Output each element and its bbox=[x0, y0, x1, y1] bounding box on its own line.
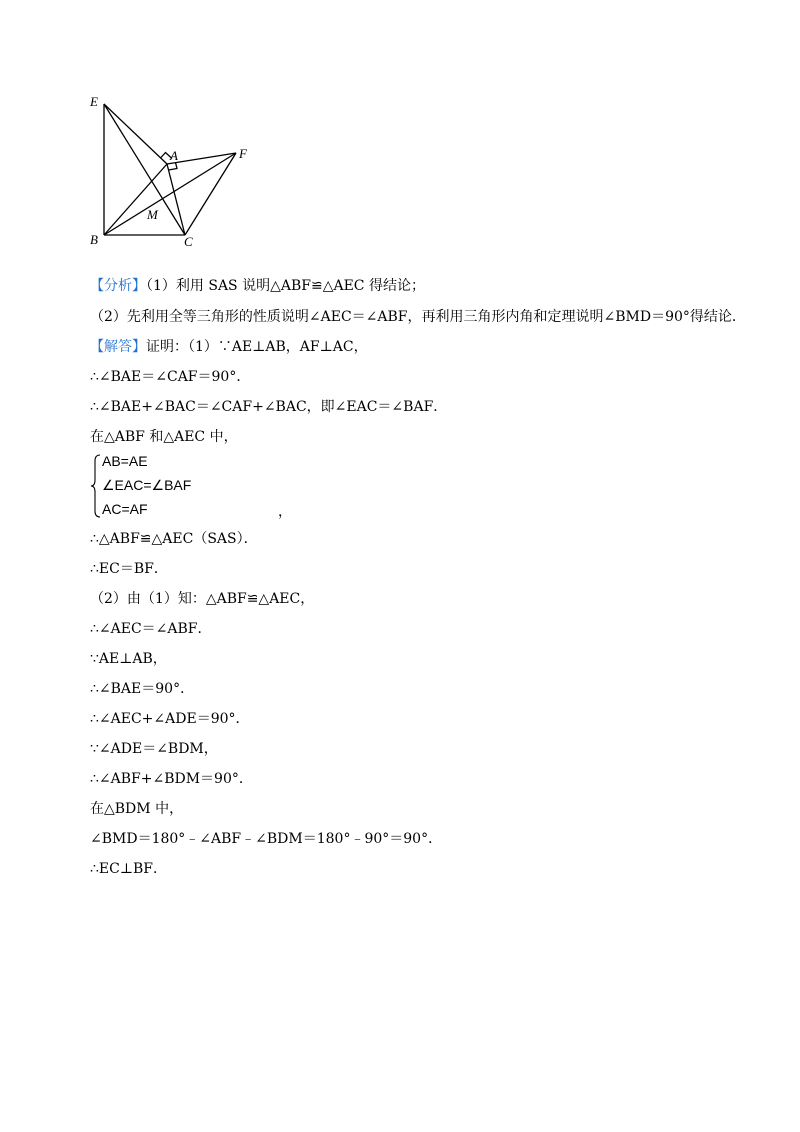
analysis-line-1 bbox=[90, 277, 425, 295]
system-eq-2: ∠EAC=∠BAF bbox=[102, 477, 192, 493]
label-m: M bbox=[147, 207, 158, 222]
solution-line-9: ∴∠BAE＝90°． bbox=[90, 681, 195, 697]
solution-line-6: （2）由（1）知：△ABF≌△AEC， bbox=[90, 591, 315, 607]
triangle-diagram bbox=[84, 86, 268, 254]
geometry-figure bbox=[84, 86, 268, 254]
segment-ab bbox=[104, 164, 167, 235]
analysis-tag: 【分析】 bbox=[90, 278, 146, 294]
system-eq-3: AC=AF bbox=[102, 501, 148, 517]
solution-text-0: 证明：（1）∵AE⊥AB，AF⊥AC， bbox=[146, 339, 368, 355]
solution-line-1: ∴∠BAE＝∠CAF＝90°． bbox=[90, 369, 251, 385]
label-b: B bbox=[90, 232, 98, 247]
system-eq-1: AB=AE bbox=[102, 453, 148, 469]
solution-line-13: 在△BDM 中， bbox=[90, 801, 184, 817]
solution-line-12: ∴∠ABF+∠BDM＝90°． bbox=[90, 771, 253, 787]
solution-line-14: ∠BMD＝180°﹣∠ABF﹣∠BDM＝180°﹣90°＝90°． bbox=[90, 831, 443, 847]
solution-line-8: ∵AE⊥AB， bbox=[90, 651, 167, 667]
label-e: E bbox=[90, 94, 98, 109]
solution-line-10: ∴∠AEC+∠ADE＝90°． bbox=[90, 711, 250, 727]
segment-cf bbox=[185, 153, 236, 235]
left-brace-icon bbox=[90, 453, 102, 519]
solution-line-15: ∴EC⊥BF． bbox=[90, 861, 168, 877]
equation-system bbox=[90, 453, 290, 519]
solution-line-3: 在△ABF 和△AEC 中， bbox=[90, 429, 238, 445]
solution-line-0 bbox=[90, 338, 368, 356]
solution-line-4: ∴△ABF≌△AEC（SAS）． bbox=[90, 531, 258, 547]
label-f: F bbox=[239, 146, 247, 161]
solution-line-5: ∴EC＝BF． bbox=[90, 561, 168, 577]
label-c: C bbox=[184, 234, 193, 249]
analysis-line-2: （2）先利用全等三角形的性质说明∠AEC＝∠ABF，再利用三角形内角和定理说明∠BMD＝90°得结论． bbox=[90, 309, 746, 325]
solution-tag: 【解答】 bbox=[90, 339, 146, 355]
solution-line-11: ∵∠ADE＝∠BDM， bbox=[90, 741, 218, 757]
system-comma: ， bbox=[278, 504, 292, 520]
label-a: A bbox=[170, 148, 178, 163]
analysis-text-1: （1）利用 SAS 说明△ABF≌△AEC 得结论； bbox=[146, 278, 425, 294]
solution-line-2: ∴∠BAE+∠BAC＝∠CAF+∠BAC，即∠EAC＝∠BAF． bbox=[90, 399, 448, 415]
segment-bf bbox=[104, 153, 236, 235]
segment-ac bbox=[167, 164, 185, 235]
solution-line-7: ∴∠AEC＝∠ABF． bbox=[90, 621, 212, 637]
